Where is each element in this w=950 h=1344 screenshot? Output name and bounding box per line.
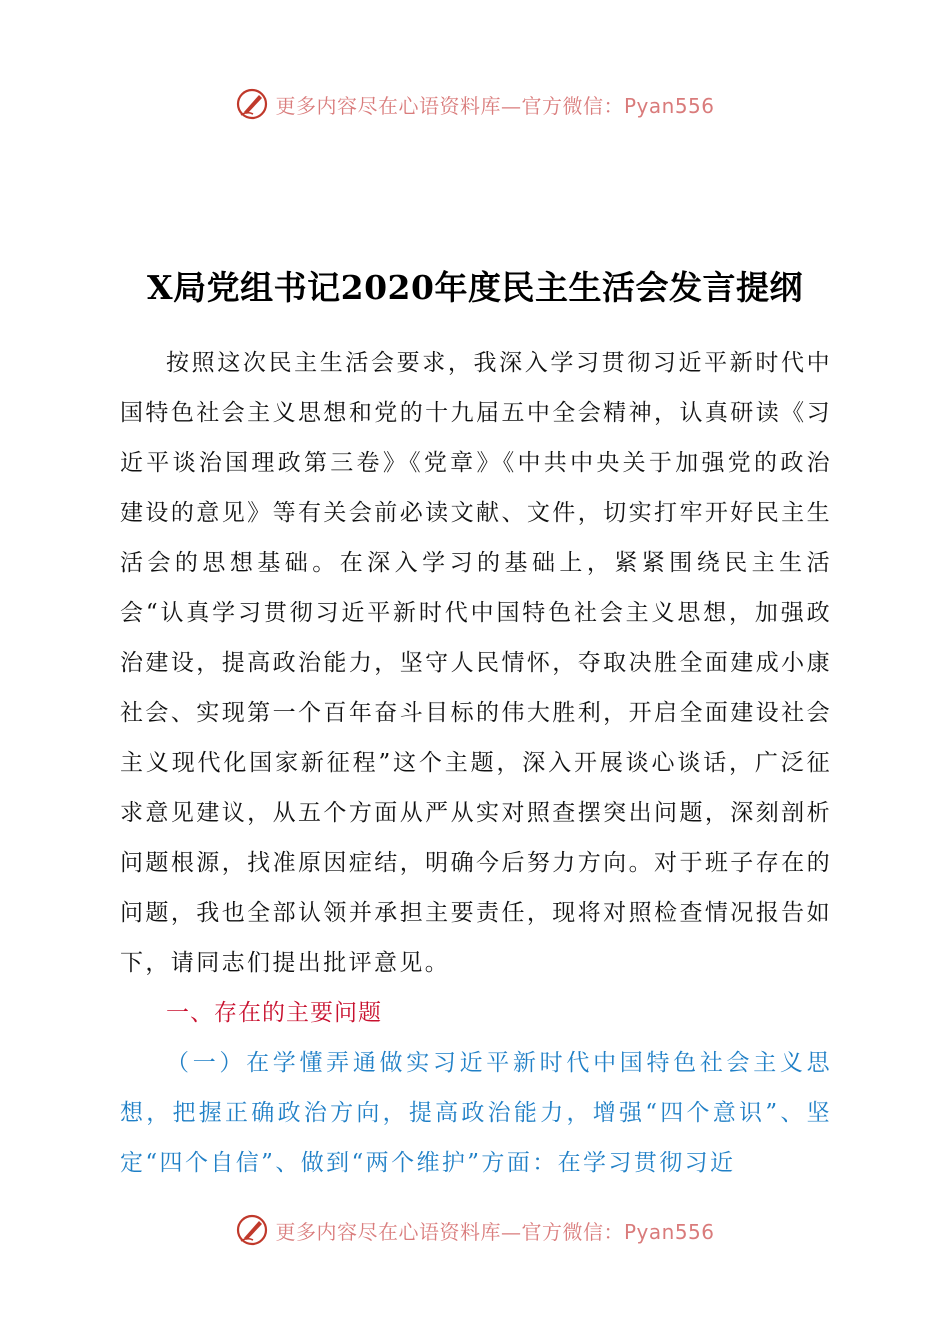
- section-heading: 一、存在的主要问题: [166, 1000, 382, 1026]
- watermark-wechat-id: Pyan556: [623, 1219, 715, 1244]
- watermark-wechat-id: Pyan556: [623, 93, 715, 118]
- intro-paragraph: 按照这次民主生活会要求，我深入学习贯彻习近平新时代中国特色社会主义思想和党的十九届五中全会精神，认真研读《习近平谈治国理政第三卷》《党章》《中共中央关于加强党的政治建设的意见》等有关会前必读文献、文件，切实打牢开好民主生活会的思想基础。在深入学习的基础上，紧紧围绕民主生活会“认真学习贯彻习近平新时代中国特色社会主义思想，加强政治建设，提高政治能力，坚守人民情怀，夺取决胜全面建成小康社会、实现第一个百年奋斗目标的伟大胜利，开启全面建设社会主义现代化国家新征程”这个主题，深入开展谈心谈话，广泛征求意见建议，从五个方面从严从实对照查摆突出问题，深刻剖析问题根源，找准原因症结，明确今后努力方向。对于班子存在的问题，我也全部认领并承担主要责任，现将对照检查情况报告如下，请同志们提出批评意见。: [120, 350, 832, 976]
- document-body: [120, 338, 832, 1188]
- document-title: X局党组书记2020年度民主生活会发言提纲: [147, 268, 803, 307]
- pen-in-circle-logo-icon: [235, 87, 269, 121]
- watermark-footer: [0, 1210, 950, 1250]
- subsection-heading: （一）在学懂弄通做实习近平新时代中国特色社会主义思想，把握正确政治方向，提高政治能力，增强“四个意识”、坚定“四个自信”、做到“两个维护”方面：在学习贯彻习近: [120, 1050, 832, 1176]
- watermark-header: [0, 84, 950, 124]
- pen-in-circle-logo-icon: [235, 1213, 269, 1247]
- watermark-text: 更多内容尽在心语资料库—官方微信：Pyan556: [275, 93, 715, 118]
- watermark-text: 更多内容尽在心语资料库—官方微信：Pyan556: [275, 1219, 715, 1244]
